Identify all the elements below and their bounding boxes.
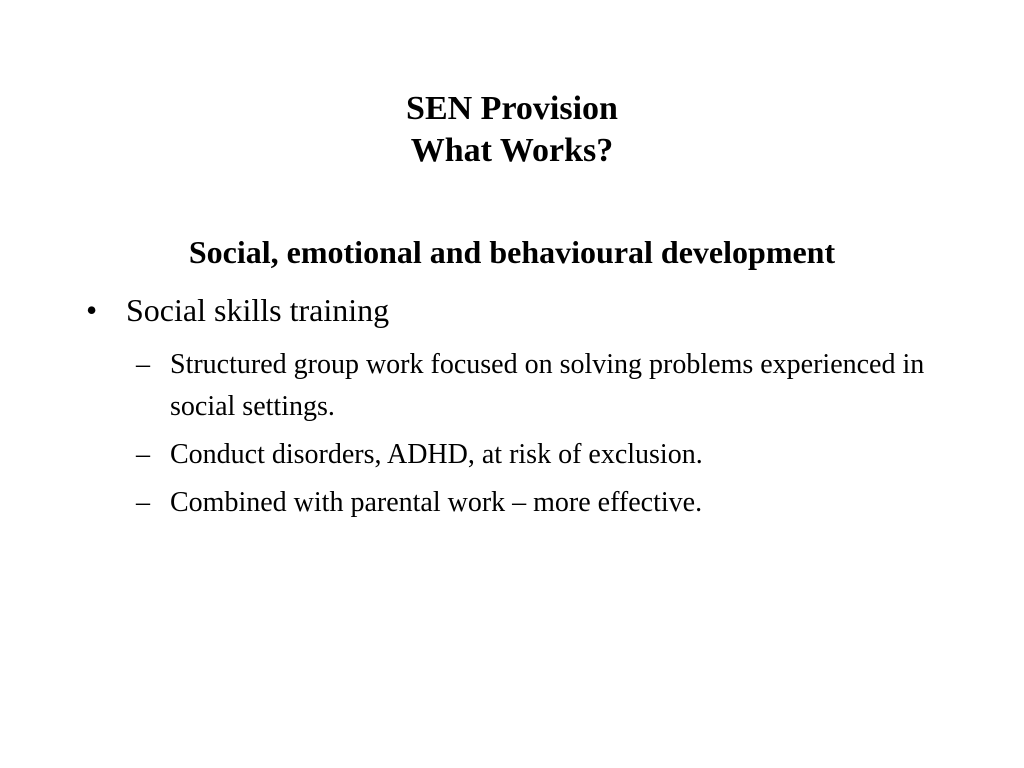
slide-subtitle: Social, emotional and behavioural development (188, 234, 836, 270)
sub-bullet-text: Structured group work focused on solving problems experienced in social settings. (170, 349, 925, 422)
sub-bullet-item (136, 344, 936, 428)
sub-bullet-item (136, 434, 936, 476)
bullet-text: Social skills training (126, 292, 390, 328)
sub-bullet-list (136, 344, 936, 530)
bullet-marker: • (86, 292, 98, 328)
sub-bullet-item (136, 482, 936, 524)
sub-bullet-marker: – (136, 349, 150, 380)
sub-bullet-marker: – (136, 487, 150, 518)
bullet-item (86, 290, 389, 330)
sub-bullet-marker: – (136, 439, 150, 470)
sub-bullet-text: Conduct disorders, ADHD, at risk of exclusion. (170, 439, 703, 470)
title-line-1: SEN Provision (406, 90, 618, 127)
slide-title (0, 88, 1024, 172)
title-line-2: What Works? (410, 132, 614, 169)
sub-bullet-text: Combined with parental work – more effective. (170, 487, 703, 518)
